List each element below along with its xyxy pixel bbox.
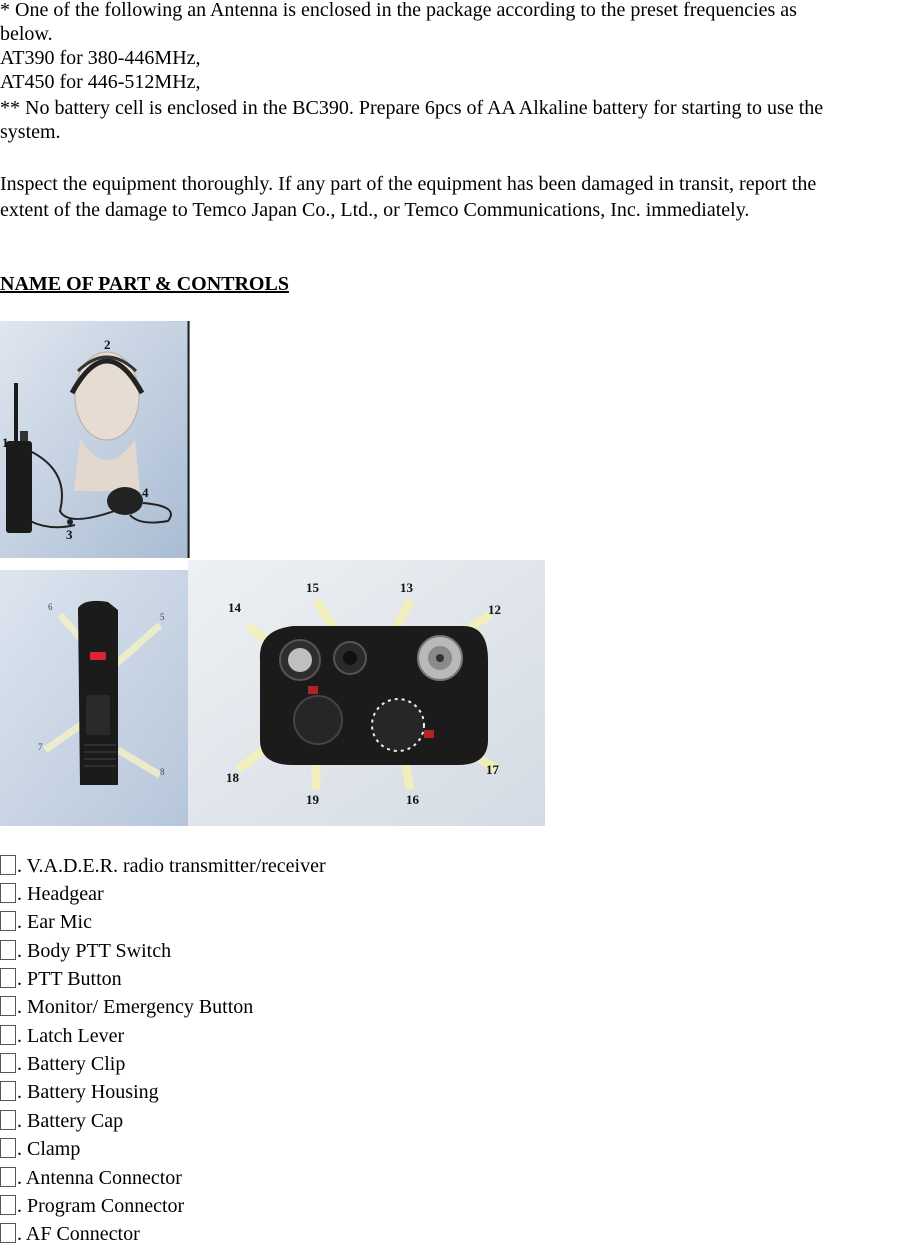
list-item: . Monitor/ Emergency Button — [0, 994, 253, 1020]
callout-2: 2 — [104, 337, 111, 352]
callout-8: 8 — [160, 767, 165, 777]
note-antenna-line1: * One of the following an Antenna is enclosed in the package according to the preset frequencies as — [0, 0, 797, 21]
list-marker-icon — [0, 940, 16, 960]
list-marker-icon — [0, 968, 16, 988]
list-item: . Ear Mic — [0, 909, 92, 935]
note-at450: AT450 for 446-512MHz, — [0, 71, 201, 93]
list-item: . Battery Clip — [0, 1051, 125, 1077]
callout-3: 3 — [66, 527, 73, 542]
list-marker-icon — [0, 1195, 16, 1215]
list-marker-icon — [0, 996, 16, 1016]
list-marker-icon — [0, 1025, 16, 1045]
list-marker-icon — [0, 1110, 16, 1130]
list-marker-icon — [0, 1167, 16, 1187]
list-item: . V.A.D.E.R. radio transmitter/receiver — [0, 853, 326, 879]
list-item: . Battery Housing — [0, 1079, 159, 1105]
inspect-line2: extent of the damage to Temco Japan Co., Ltd., or Temco Communications, Inc. immediately. — [0, 199, 750, 221]
callout-1: 1 — [2, 435, 9, 450]
list-marker-icon — [0, 911, 16, 931]
callout-16: 16 — [406, 792, 419, 807]
note-antenna-line2: below. — [0, 23, 53, 45]
list-item: . Battery Cap — [0, 1108, 123, 1134]
list-marker-icon — [0, 1053, 16, 1073]
list-marker-icon — [0, 855, 16, 875]
callout-14: 14 — [228, 600, 241, 615]
callout-15: 15 — [306, 580, 319, 595]
list-item: . Program Connector — [0, 1193, 184, 1219]
headset-system-photo — [0, 321, 190, 558]
list-marker-icon — [0, 1223, 16, 1243]
callout-5: 5 — [160, 612, 165, 622]
note-battery-line2: system. — [0, 121, 61, 143]
list-item: . Body PTT Switch — [0, 938, 171, 964]
callout-7: 7 — [38, 742, 43, 752]
list-marker-icon — [0, 883, 16, 903]
callout-12: 12 — [488, 602, 501, 617]
list-item: . PTT Button — [0, 966, 122, 992]
list-item: . Headgear — [0, 881, 104, 907]
callout-19: 19 — [306, 792, 319, 807]
note-battery-line1: ** No battery cell is enclosed in the BC390. Prepare 6pcs of AA Alkaline battery for starting to use the — [0, 97, 824, 119]
inspect-line1: Inspect the equipment thoroughly. If any part of the equipment has been damaged in transit, report the — [0, 173, 817, 195]
callout-13: 13 — [400, 580, 413, 595]
radio-side-photo — [0, 570, 188, 826]
list-item: . AF Connector — [0, 1221, 140, 1247]
list-item: . Clamp — [0, 1136, 80, 1162]
list-item: . Latch Lever — [0, 1023, 124, 1049]
list-marker-icon — [0, 1081, 16, 1101]
note-at390: AT390 for 380-446MHz, — [0, 47, 201, 69]
callout-18: 18 — [226, 770, 239, 785]
callout-4: 4 — [142, 485, 149, 500]
radio-top-photo — [188, 560, 545, 826]
callout-17: 17 — [486, 762, 499, 777]
list-item: . Antenna Connector — [0, 1165, 182, 1191]
callout-6: 6 — [48, 602, 53, 612]
list-marker-icon — [0, 1138, 16, 1158]
section-heading: NAME OF PART & CONTROLS — [0, 273, 289, 295]
